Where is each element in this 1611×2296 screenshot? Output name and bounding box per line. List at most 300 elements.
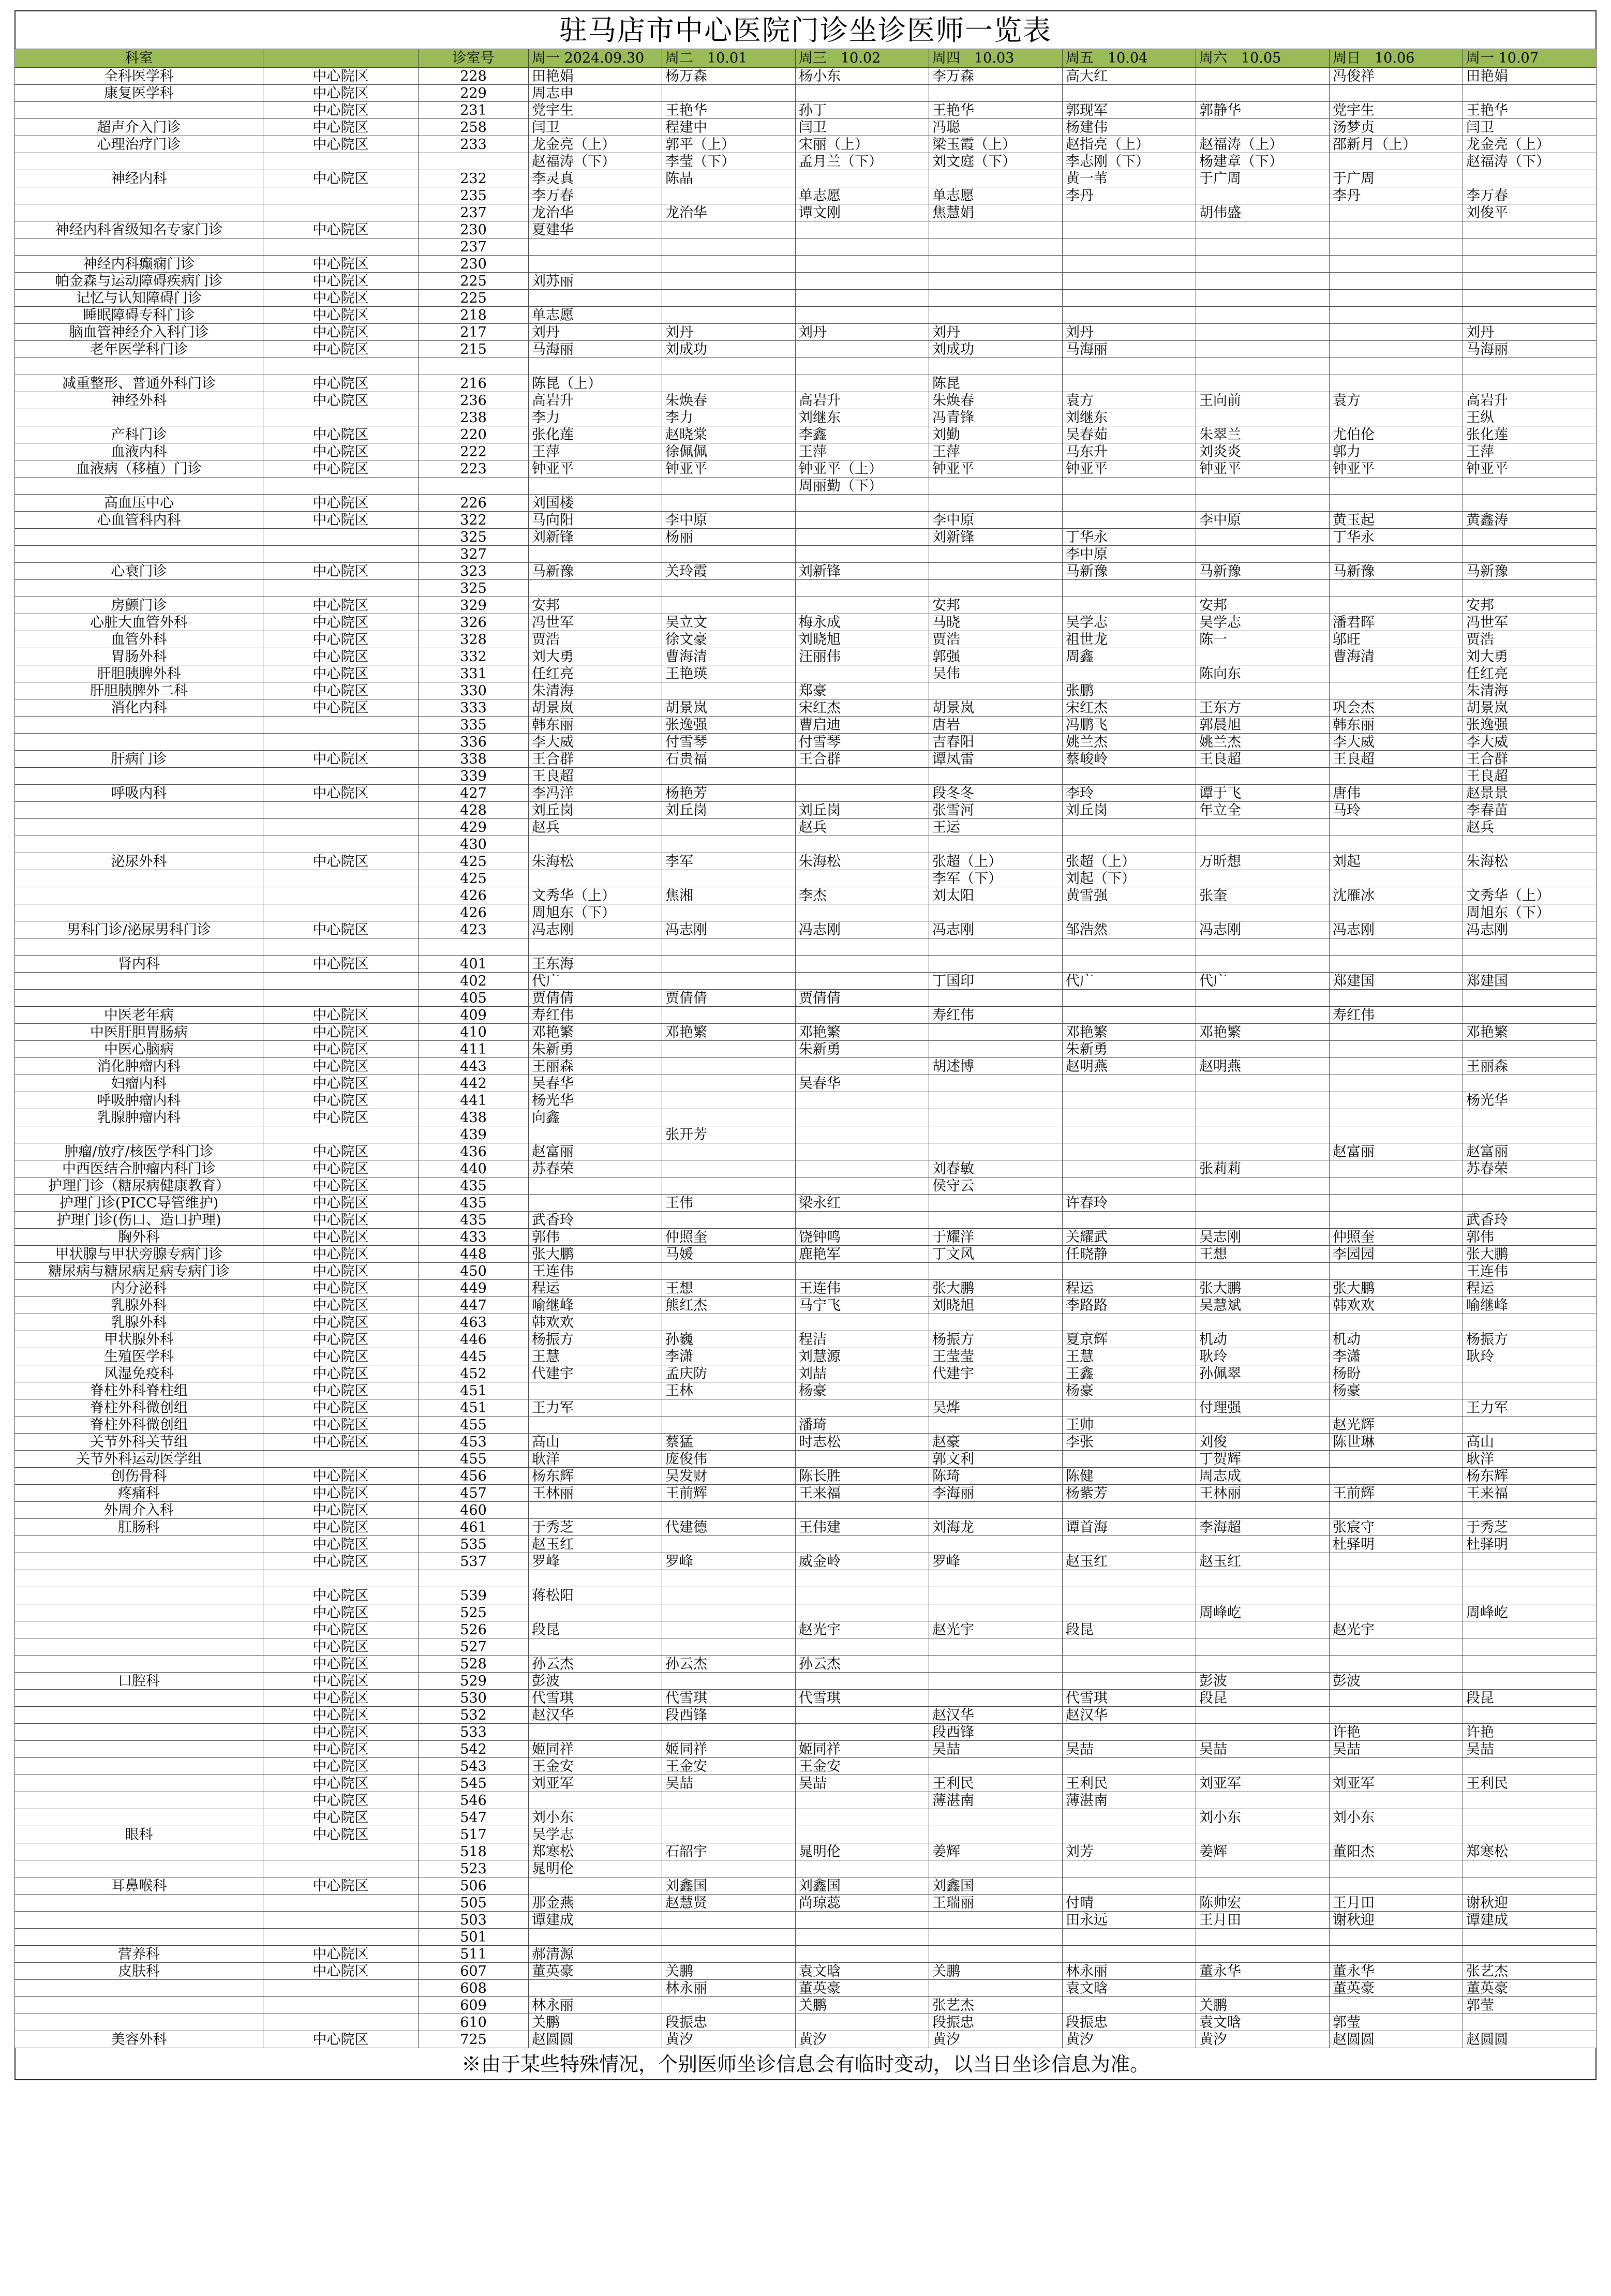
table-row <box>15 546 1597 563</box>
area-cell: 中心院区 <box>263 665 419 682</box>
table-row <box>15 460 1597 478</box>
doctor-cell: 钟亚平 <box>1063 460 1196 478</box>
room-cell: 450 <box>419 1263 529 1280</box>
doctor-cell <box>529 1604 662 1621</box>
table-row <box>15 1656 1597 1673</box>
doctor-cell <box>929 990 1063 1007</box>
doctor-cell <box>796 1570 929 1587</box>
doctor-cell: 刘小东 <box>1330 1809 1463 1826</box>
doctor-cell: 陈长胜 <box>796 1468 929 1485</box>
area-cell: 中心院区 <box>263 392 419 409</box>
room-cell <box>419 938 529 956</box>
doctor-cell: 闫卫 <box>529 119 662 136</box>
doctor-cell <box>929 358 1063 375</box>
table-row <box>15 1348 1597 1365</box>
doctor-cell: 张鹏 <box>1063 682 1196 699</box>
area-cell: 中心院区 <box>263 853 419 870</box>
doctor-cell <box>1330 1587 1463 1604</box>
doctor-cell: 杨豪 <box>1063 1382 1196 1399</box>
dept-cell <box>15 409 263 426</box>
doctor-cell: 郭伟 <box>1463 1229 1597 1246</box>
doctor-cell <box>529 1570 662 1587</box>
doctor-cell <box>929 1024 1063 1041</box>
table-row <box>15 1331 1597 1348</box>
area-cell <box>263 529 419 546</box>
doctor-cell: 许艳 <box>1463 1724 1597 1741</box>
table-row <box>15 512 1597 529</box>
room-cell: 608 <box>419 1980 529 1997</box>
doctor-cell: 王金安 <box>662 1758 796 1775</box>
doctor-cell: 李中原 <box>662 512 796 529</box>
doctor-cell: 机动 <box>1330 1331 1463 1348</box>
header-day-3: 周三 10.02 <box>796 49 929 68</box>
table-row <box>15 153 1597 170</box>
doctor-cell: 王东方 <box>1196 699 1330 717</box>
doctor-cell: 王林 <box>662 1382 796 1399</box>
doctor-cell <box>929 1570 1063 1587</box>
room-cell: 226 <box>419 495 529 512</box>
doctor-cell <box>1063 938 1196 956</box>
doctor-cell <box>1330 819 1463 836</box>
doctor-cell: 付理强 <box>1196 1399 1330 1417</box>
room-cell: 402 <box>419 973 529 990</box>
dept-cell: 肝胆胰脾外二科 <box>15 682 263 699</box>
doctor-cell <box>1063 1673 1196 1690</box>
doctor-cell: 潘琦 <box>796 1417 929 1434</box>
doctor-cell <box>1196 238 1330 256</box>
area-cell: 中心院区 <box>263 1041 419 1058</box>
doctor-cell <box>529 1177 662 1195</box>
doctor-cell <box>1063 1143 1196 1160</box>
doctor-cell <box>796 597 929 614</box>
room-cell: 455 <box>419 1417 529 1434</box>
dept-cell <box>15 546 263 563</box>
area-cell <box>263 1451 419 1468</box>
doctor-cell <box>1063 1109 1196 1126</box>
area-cell: 中心院区 <box>263 1092 419 1109</box>
doctor-cell: 董永华 <box>1196 1963 1330 1980</box>
doctor-cell: 朱新勇 <box>1063 1041 1196 1058</box>
doctor-cell: 朱海松 <box>1463 853 1597 870</box>
table-row <box>15 392 1597 409</box>
doctor-cell: 刘成功 <box>929 341 1063 358</box>
doctor-cell <box>929 238 1063 256</box>
doctor-cell: 赵光宇 <box>1330 1621 1463 1638</box>
doctor-cell: 段昆 <box>529 1621 662 1638</box>
table-row <box>15 170 1597 187</box>
doctor-cell <box>1330 1092 1463 1109</box>
doctor-cell: 郭静华 <box>1196 102 1330 119</box>
doctor-cell <box>662 307 796 324</box>
table-row <box>15 1434 1597 1451</box>
doctor-cell: 李力 <box>529 409 662 426</box>
doctor-cell: 朱焕春 <box>662 392 796 409</box>
area-cell: 中心院区 <box>263 1638 419 1656</box>
area-cell: 中心院区 <box>263 1946 419 1963</box>
doctor-cell: 杨光华 <box>529 1092 662 1109</box>
doctor-cell <box>1330 597 1463 614</box>
header-area <box>263 49 419 68</box>
doctor-cell: 黄雪强 <box>1063 887 1196 904</box>
doctor-cell: 杨振方 <box>529 1331 662 1348</box>
area-cell: 中心院区 <box>263 1792 419 1809</box>
doctor-cell: 赵指亮（上） <box>1063 136 1196 153</box>
doctor-cell <box>929 768 1063 785</box>
doctor-cell: 赵汉华 <box>929 1707 1063 1724</box>
area-cell <box>263 870 419 887</box>
doctor-cell <box>1330 1946 1463 1963</box>
doctor-cell <box>1196 1502 1330 1519</box>
doctor-cell: 刘太阳 <box>929 887 1063 904</box>
table-row <box>15 426 1597 443</box>
doctor-cell: 李杰 <box>796 887 929 904</box>
area-cell: 中心院区 <box>263 1177 419 1195</box>
doctor-cell: 王慧 <box>529 1348 662 1365</box>
doctor-cell <box>1196 324 1330 341</box>
doctor-cell: 张开芳 <box>662 1126 796 1143</box>
doctor-cell: 杨丽 <box>662 529 796 546</box>
room-cell: 230 <box>419 256 529 273</box>
doctor-cell: 林永丽 <box>1063 1963 1196 1980</box>
doctor-cell: 孙巍 <box>662 1331 796 1348</box>
room-cell: 423 <box>419 921 529 938</box>
doctor-cell <box>1463 1877 1597 1895</box>
dept-cell <box>15 1570 263 1587</box>
room-cell: 327 <box>419 546 529 563</box>
area-cell <box>263 1997 419 2014</box>
area-cell <box>263 887 419 904</box>
doctor-cell: 关鹏 <box>1196 1997 1330 2014</box>
room-cell: 435 <box>419 1212 529 1229</box>
doctor-cell: 王萍 <box>929 443 1063 460</box>
area-cell: 中心院区 <box>263 85 419 102</box>
doctor-cell <box>662 1536 796 1553</box>
room-cell: 463 <box>419 1314 529 1331</box>
doctor-cell <box>796 1638 929 1656</box>
doctor-cell <box>1463 1041 1597 1058</box>
area-cell: 中心院区 <box>263 1280 419 1297</box>
doctor-cell <box>1063 1929 1196 1946</box>
doctor-cell: 吴学志 <box>1196 614 1330 631</box>
header-dept: 科室 <box>15 49 263 68</box>
doctor-cell: 李潇 <box>1330 1348 1463 1365</box>
doctor-cell: 杨东辉 <box>529 1468 662 1485</box>
doctor-cell <box>1330 1792 1463 1809</box>
doctor-cell: 汪丽伟 <box>796 648 929 665</box>
dept-cell <box>15 887 263 904</box>
doctor-cell: 王连伟 <box>796 1280 929 1297</box>
doctor-cell: 曹海清 <box>1330 648 1463 665</box>
doctor-cell: 张奎 <box>1196 887 1330 904</box>
doctor-cell: 刘丹 <box>529 324 662 341</box>
table-row <box>15 1451 1597 1468</box>
area-cell: 中心院区 <box>263 631 419 648</box>
table-row <box>15 1553 1597 1570</box>
area-cell <box>263 204 419 221</box>
doctor-cell: 李万森 <box>929 68 1063 85</box>
doctor-cell <box>796 290 929 307</box>
area-cell: 中心院区 <box>263 1331 419 1348</box>
doctor-cell <box>662 546 796 563</box>
doctor-cell: 刘起 <box>1330 853 1463 870</box>
doctor-cell: 孙丁 <box>796 102 929 119</box>
doctor-cell: 吴喆 <box>796 1775 929 1792</box>
table-row <box>15 921 1597 938</box>
area-cell: 中心院区 <box>263 375 419 392</box>
doctor-cell <box>929 1929 1063 1946</box>
doctor-cell <box>1463 1177 1597 1195</box>
area-cell: 中心院区 <box>263 1399 419 1417</box>
doctor-cell: 郑建国 <box>1330 973 1463 990</box>
dept-cell: 乳腺肿瘤内科 <box>15 1109 263 1126</box>
area-cell: 中心院区 <box>263 460 419 478</box>
doctor-cell: 尤伯伦 <box>1330 426 1463 443</box>
doctor-cell: 王良超 <box>1196 751 1330 768</box>
doctor-cell <box>929 256 1063 273</box>
doctor-cell <box>1463 956 1597 973</box>
doctor-cell: 赵富丽 <box>1330 1143 1463 1160</box>
room-cell: 439 <box>419 1126 529 1143</box>
doctor-cell: 李丹 <box>1330 187 1463 204</box>
table-row <box>15 580 1597 597</box>
doctor-cell: 刘晓旭 <box>929 1297 1063 1314</box>
room-cell: 426 <box>419 887 529 904</box>
doctor-cell <box>1196 1092 1330 1109</box>
area-cell <box>263 819 419 836</box>
table-row <box>15 375 1597 392</box>
dept-cell: 消化肿瘤内科 <box>15 1058 263 1075</box>
doctor-cell <box>1063 221 1196 238</box>
area-cell: 中心院区 <box>263 170 419 187</box>
doctor-cell <box>662 1399 796 1417</box>
doctor-cell: 李大威 <box>1463 734 1597 751</box>
doctor-cell <box>662 1314 796 1331</box>
room-cell: 527 <box>419 1638 529 1656</box>
doctor-cell: 赵明燕 <box>1063 1058 1196 1075</box>
doctor-cell <box>1063 1451 1196 1468</box>
doctor-cell: 罗峰 <box>662 1553 796 1570</box>
doctor-cell: 郑寒松 <box>1463 1843 1597 1860</box>
doctor-cell: 张莉莉 <box>1196 1160 1330 1177</box>
table-row <box>15 973 1597 990</box>
room-cell: 505 <box>419 1895 529 1912</box>
dept-cell: 创伤骨科 <box>15 1468 263 1485</box>
doctor-cell: 孙云杰 <box>796 1656 929 1673</box>
doctor-cell: 梁玉霞（上） <box>929 136 1063 153</box>
room-cell: 610 <box>419 2014 529 2031</box>
doctor-cell: 吴学志 <box>529 1826 662 1843</box>
doctor-cell: 刘慧源 <box>796 1348 929 1365</box>
doctor-cell: 马玲 <box>1330 802 1463 819</box>
doctor-cell: 赵豪 <box>929 1434 1063 1451</box>
doctor-cell: 汤梦贞 <box>1330 119 1463 136</box>
doctor-cell: 冯鹏飞 <box>1063 717 1196 734</box>
doctor-cell: 王合群 <box>529 751 662 768</box>
doctor-cell: 张大鹏 <box>529 1246 662 1263</box>
area-cell <box>263 1912 419 1929</box>
doctor-cell <box>1463 85 1597 102</box>
table-row <box>15 1860 1597 1877</box>
doctor-cell <box>929 1263 1063 1280</box>
dept-cell <box>15 1809 263 1826</box>
doctor-cell: 姚兰杰 <box>1196 734 1330 751</box>
doctor-cell: 冯世军 <box>1463 614 1597 631</box>
doctor-cell: 黄汐 <box>1196 2031 1330 2048</box>
area-cell: 中心院区 <box>263 1417 419 1434</box>
doctor-cell: 焦湘 <box>662 887 796 904</box>
doctor-cell: 朱焕春 <box>929 392 1063 409</box>
doctor-cell: 高山 <box>1463 1434 1597 1451</box>
doctor-cell: 周志申 <box>529 85 662 102</box>
doctor-cell: 彭波 <box>1330 1673 1463 1690</box>
doctor-cell <box>1463 221 1597 238</box>
doctor-cell <box>662 1809 796 1826</box>
header-day-6: 周六 10.05 <box>1196 49 1330 68</box>
doctor-cell <box>796 836 929 853</box>
doctor-cell <box>1330 1877 1463 1895</box>
table-row <box>15 238 1597 256</box>
area-cell: 中心院区 <box>263 597 419 614</box>
table-row <box>15 1314 1597 1331</box>
doctor-cell <box>1063 1160 1196 1177</box>
doctor-cell: 耿玲 <box>1463 1348 1597 1365</box>
doctor-cell <box>1463 1195 1597 1212</box>
doctor-cell <box>796 546 929 563</box>
doctor-cell: 彭波 <box>529 1673 662 1690</box>
doctor-cell: 刘起（下） <box>1063 870 1196 887</box>
doctor-cell <box>662 1502 796 1519</box>
doctor-cell: 段冬冬 <box>929 785 1063 802</box>
doctor-cell <box>1196 1314 1330 1331</box>
doctor-cell <box>796 1502 929 1519</box>
doctor-cell: 赵圆圆 <box>529 2031 662 2048</box>
doctor-cell: 周峰屹 <box>1196 1604 1330 1621</box>
doctor-cell <box>796 1724 929 1741</box>
doctor-cell <box>1330 1263 1463 1280</box>
doctor-cell <box>1196 1638 1330 1656</box>
doctor-cell <box>1330 665 1463 682</box>
doctor-cell <box>1463 307 1597 324</box>
doctor-cell <box>1330 682 1463 699</box>
doctor-cell <box>796 1126 929 1143</box>
doctor-cell: 龙金亮（上） <box>1463 136 1597 153</box>
doctor-cell: 代雪琪 <box>529 1690 662 1707</box>
doctor-cell <box>1463 1553 1597 1570</box>
room-cell: 427 <box>419 785 529 802</box>
dept-cell: 关节外科运动医学组 <box>15 1451 263 1468</box>
doctor-cell: 吴志刚 <box>1196 1229 1330 1246</box>
doctor-cell: 刘俊 <box>1196 1434 1330 1451</box>
doctor-cell <box>1463 238 1597 256</box>
doctor-cell <box>1330 1502 1463 1519</box>
doctor-cell: 宋红杰 <box>796 699 929 717</box>
doctor-cell: 钟亚平 <box>662 460 796 478</box>
dept-cell: 护理门诊(PICC导管维护) <box>15 1195 263 1212</box>
doctor-cell: 贾倩倩 <box>662 990 796 1007</box>
doctor-cell <box>1196 187 1330 204</box>
doctor-cell: 郑豪 <box>796 682 929 699</box>
doctor-cell <box>1063 1997 1196 2014</box>
doctor-cell <box>1063 204 1196 221</box>
table-row <box>15 1604 1597 1621</box>
area-cell: 中心院区 <box>263 2031 419 2048</box>
doctor-cell: 周志成 <box>1196 1468 1330 1485</box>
doctor-cell <box>1463 1365 1597 1382</box>
doctor-cell: 李志刚（下） <box>1063 153 1196 170</box>
area-cell: 中心院区 <box>263 1741 419 1758</box>
doctor-cell: 赵明燕 <box>1196 1058 1330 1075</box>
dept-cell <box>15 1912 263 1929</box>
area-cell <box>263 187 419 204</box>
doctor-cell: 谭于飞 <box>1196 785 1330 802</box>
dept-cell <box>15 990 263 1007</box>
dept-cell: 神经内科 <box>15 170 263 187</box>
doctor-cell <box>1196 1177 1330 1195</box>
dept-cell <box>15 204 263 221</box>
doctor-cell <box>1330 836 1463 853</box>
doctor-cell: 刘春敏 <box>929 1160 1063 1177</box>
doctor-cell: 马向阳 <box>529 512 662 529</box>
room-cell <box>419 478 529 495</box>
dept-cell <box>15 1656 263 1673</box>
area-cell <box>263 990 419 1007</box>
room-cell: 518 <box>419 1843 529 1860</box>
doctor-cell <box>529 1382 662 1399</box>
doctor-cell <box>529 938 662 956</box>
header-row <box>15 49 1597 68</box>
dept-cell <box>15 1553 263 1570</box>
area-cell: 中心院区 <box>263 1058 419 1075</box>
doctor-cell: 赵富丽 <box>1463 1143 1597 1160</box>
doctor-cell: 段振忠 <box>1063 2014 1196 2031</box>
doctor-cell <box>1196 938 1330 956</box>
dept-cell: 营养科 <box>15 1946 263 1963</box>
room-cell: 537 <box>419 1553 529 1570</box>
doctor-cell: 张大鹏 <box>1196 1280 1330 1297</box>
doctor-cell: 胡景岚 <box>662 699 796 717</box>
dept-cell: 老年医学科门诊 <box>15 341 263 358</box>
doctor-cell: 李海超 <box>1196 1519 1330 1536</box>
doctor-cell: 赵兵 <box>529 819 662 836</box>
doctor-cell: 李力 <box>662 409 796 426</box>
doctor-cell <box>1196 290 1330 307</box>
doctor-cell <box>796 1109 929 1126</box>
doctor-cell: 王林丽 <box>1196 1485 1330 1502</box>
dept-cell: 房颤门诊 <box>15 597 263 614</box>
doctor-cell <box>1063 665 1196 682</box>
doctor-cell <box>929 1673 1063 1690</box>
doctor-cell: 代雪琪 <box>1063 1690 1196 1707</box>
doctor-cell <box>662 1160 796 1177</box>
doctor-cell: 代广 <box>529 973 662 990</box>
doctor-cell <box>1196 1826 1330 1843</box>
doctor-cell <box>796 938 929 956</box>
doctor-cell: 仲照奎 <box>662 1229 796 1246</box>
doctor-cell: 时志松 <box>796 1434 929 1451</box>
room-cell: 539 <box>419 1587 529 1604</box>
doctor-cell: 刘丘岗 <box>1063 802 1196 819</box>
doctor-cell: 吴喆 <box>1463 1741 1597 1758</box>
table-row <box>15 290 1597 307</box>
table-row <box>15 1963 1597 1980</box>
room-cell: 231 <box>419 102 529 119</box>
table-row <box>15 273 1597 290</box>
room-cell: 225 <box>419 273 529 290</box>
dept-cell: 肝病门诊 <box>15 751 263 768</box>
doctor-cell: 耿洋 <box>529 1451 662 1468</box>
doctor-cell: 胡景岚 <box>1463 699 1597 717</box>
doctor-cell: 贾倩倩 <box>529 990 662 1007</box>
